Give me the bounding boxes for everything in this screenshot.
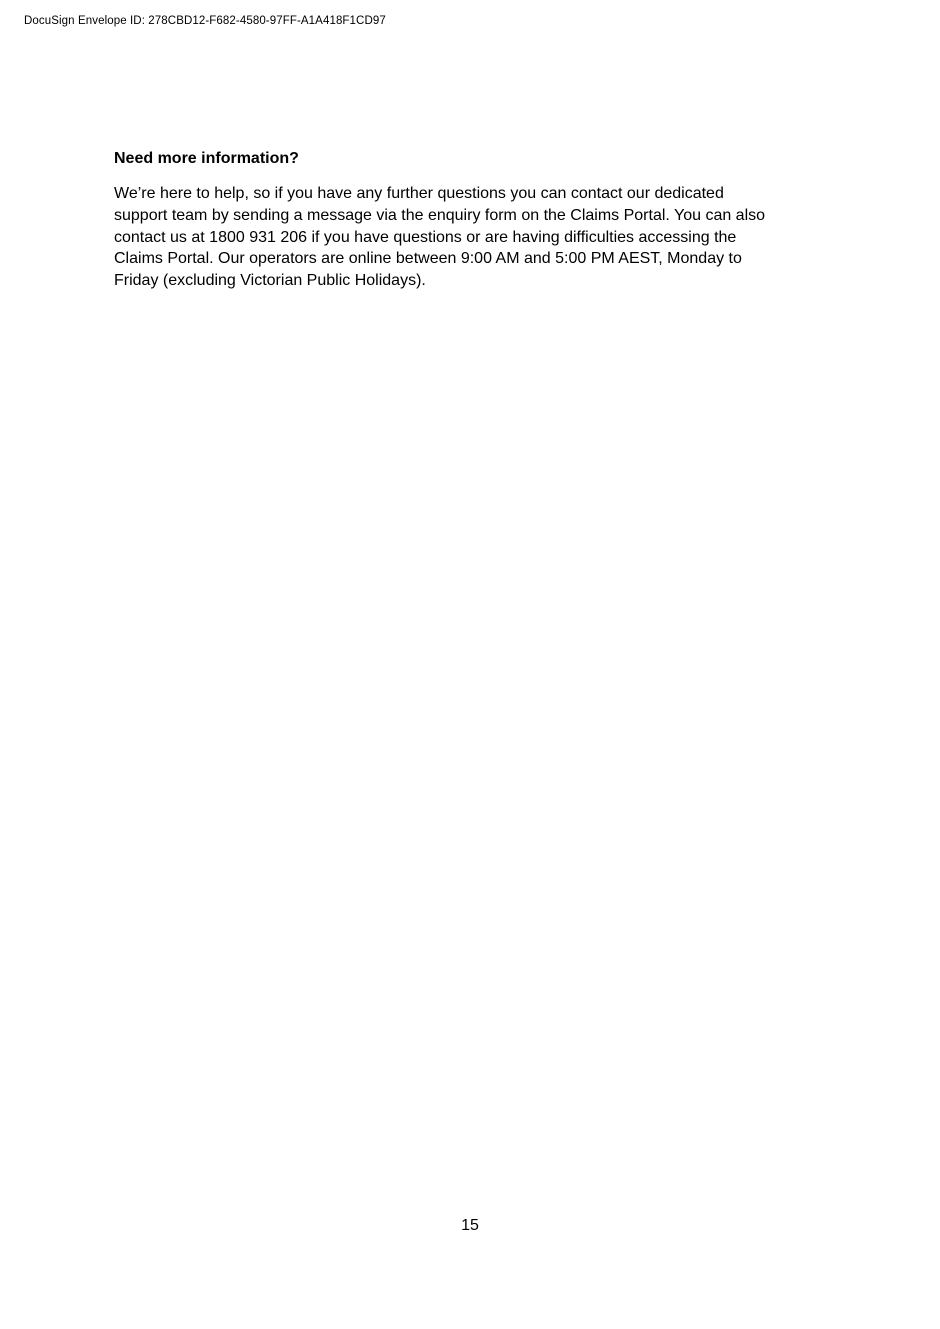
section-paragraph	[114, 183, 844, 292]
paragraph-line: We’re here to help, so if you have any further questions you can contact our dedicated	[114, 185, 724, 202]
paragraph-line: Claims Portal. Our operators are online between 9:00 AM and 5:00 PM AEST, Monday to	[114, 250, 742, 268]
paragraph-line: Friday (excluding Victorian Public Holidays).	[114, 272, 426, 290]
section-heading: Need more information?	[114, 150, 299, 167]
paragraph-line: support team by sending a message via the enquiry form on the Claims Portal. You can also	[114, 206, 766, 224]
docusign-envelope-id: DocuSign Envelope ID: 278CBD12-F682-4580-97FF-A1A418F1CD97	[24, 15, 386, 27]
page-number: 15	[461, 1217, 479, 1234]
paragraph-line: contact us at 1800 931 206 if you have questions or are having difficulties accessing the	[114, 228, 737, 246]
info-section	[114, 149, 844, 292]
